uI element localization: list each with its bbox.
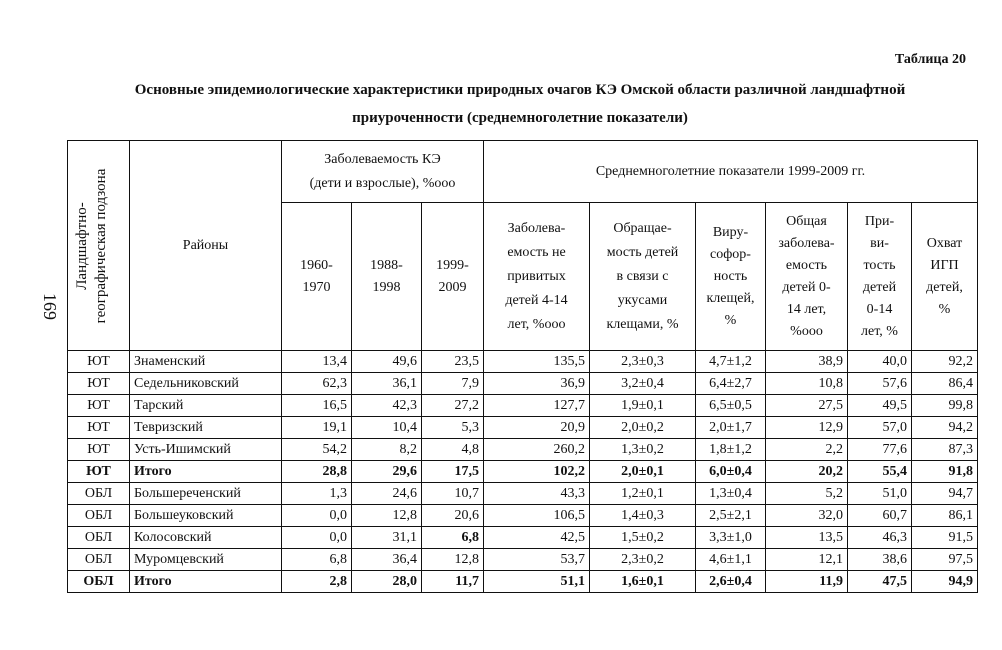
cell-bites: 1,9±0,1 bbox=[590, 395, 696, 417]
cell-district: Колосовский bbox=[130, 527, 282, 549]
cell-p3: 27,2 bbox=[422, 395, 484, 417]
cell-district: Большеуковский bbox=[130, 505, 282, 527]
cell-zone: ЮТ bbox=[68, 417, 130, 439]
cell-general: 20,2 bbox=[766, 461, 848, 483]
cell-bites: 2,3±0,2 bbox=[590, 549, 696, 571]
title-line-2: приуроченности (среднемноголетние показатели) bbox=[352, 110, 688, 126]
table-row bbox=[68, 483, 978, 505]
cell-general: 12,1 bbox=[766, 549, 848, 571]
cell-district: Муромцевский bbox=[130, 549, 282, 571]
cell-district: Тевризский bbox=[130, 417, 282, 439]
cell-bites: 1,2±0,1 bbox=[590, 483, 696, 505]
header-incidence-group: Заболеваемость КЭ (дети и взрослые), %ооо bbox=[282, 141, 484, 203]
table-row bbox=[68, 351, 978, 373]
table-row bbox=[68, 395, 978, 417]
cell-bites: 2,0±0,2 bbox=[590, 417, 696, 439]
cell-vaccinated: 51,0 bbox=[848, 483, 912, 505]
cell-district: Седельниковский bbox=[130, 373, 282, 395]
cell-zone: ЮТ bbox=[68, 373, 130, 395]
cell-p2: 12,8 bbox=[352, 505, 422, 527]
cell-p2: 10,4 bbox=[352, 417, 422, 439]
header-zone: Ландшафтно- географическая подзона bbox=[68, 141, 130, 351]
cell-p3: 5,3 bbox=[422, 417, 484, 439]
cell-p1: 0,0 bbox=[282, 527, 352, 549]
cell-zone: ОБЛ bbox=[68, 527, 130, 549]
cell-vaccinated: 49,5 bbox=[848, 395, 912, 417]
cell-p1: 28,8 bbox=[282, 461, 352, 483]
cell-zone: ОБЛ bbox=[68, 505, 130, 527]
cell-virus: 3,3±1,0 bbox=[696, 527, 766, 549]
table-row bbox=[68, 549, 978, 571]
cell-general: 12,9 bbox=[766, 417, 848, 439]
cell-p2: 28,0 bbox=[352, 571, 422, 593]
cell-district: Знаменский bbox=[130, 351, 282, 373]
cell-unvac: 51,1 bbox=[484, 571, 590, 593]
cell-vaccinated: 57,0 bbox=[848, 417, 912, 439]
cell-virus: 1,3±0,4 bbox=[696, 483, 766, 505]
table-row bbox=[68, 417, 978, 439]
cell-p1: 16,5 bbox=[282, 395, 352, 417]
header-igp-coverage: Охват ИГП детей, % bbox=[912, 203, 978, 351]
table-row bbox=[68, 527, 978, 549]
cell-zone: ЮТ bbox=[68, 461, 130, 483]
cell-bites: 1,6±0,1 bbox=[590, 571, 696, 593]
cell-zone: ОБЛ bbox=[68, 483, 130, 505]
cell-p2: 31,1 bbox=[352, 527, 422, 549]
cell-igp: 87,3 bbox=[912, 439, 978, 461]
cell-virus: 4,6±1,1 bbox=[696, 549, 766, 571]
cell-igp: 94,7 bbox=[912, 483, 978, 505]
data-table bbox=[67, 140, 978, 593]
cell-igp: 92,2 bbox=[912, 351, 978, 373]
cell-p1: 1,3 bbox=[282, 483, 352, 505]
cell-p1: 54,2 bbox=[282, 439, 352, 461]
cell-district: Большереченский bbox=[130, 483, 282, 505]
cell-zone: ОБЛ bbox=[68, 571, 130, 593]
cell-igp: 99,8 bbox=[912, 395, 978, 417]
cell-p3: 17,5 bbox=[422, 461, 484, 483]
cell-unvac: 43,3 bbox=[484, 483, 590, 505]
cell-p2: 8,2 bbox=[352, 439, 422, 461]
cell-zone: ЮТ bbox=[68, 351, 130, 373]
document-title bbox=[40, 76, 1000, 132]
cell-virus: 2,6±0,4 bbox=[696, 571, 766, 593]
cell-p3: 12,8 bbox=[422, 549, 484, 571]
cell-virus: 2,5±2,1 bbox=[696, 505, 766, 527]
cell-p2: 49,6 bbox=[352, 351, 422, 373]
cell-zone: ЮТ bbox=[68, 395, 130, 417]
header-unvaccinated-incidence: Заболева- емость не привитых детей 4-14 лет, %ооо bbox=[484, 203, 590, 351]
cell-general: 38,9 bbox=[766, 351, 848, 373]
header-period-1960-1970: 1960- 1970 bbox=[282, 203, 352, 351]
cell-unvac: 106,5 bbox=[484, 505, 590, 527]
cell-vaccinated: 40,0 bbox=[848, 351, 912, 373]
cell-p2: 42,3 bbox=[352, 395, 422, 417]
cell-general: 13,5 bbox=[766, 527, 848, 549]
cell-unvac: 36,9 bbox=[484, 373, 590, 395]
cell-vaccinated: 77,6 bbox=[848, 439, 912, 461]
cell-district: Итого bbox=[130, 571, 282, 593]
header-virus-carriage: Виру- софор- ность клещей, % bbox=[696, 203, 766, 351]
cell-p3: 23,5 bbox=[422, 351, 484, 373]
header-tick-bites: Обращае- мость детей в связи с укусами клещами, % bbox=[590, 203, 696, 351]
cell-unvac: 260,2 bbox=[484, 439, 590, 461]
cell-p3: 7,9 bbox=[422, 373, 484, 395]
cell-p2: 36,4 bbox=[352, 549, 422, 571]
cell-zone: ЮТ bbox=[68, 439, 130, 461]
page-number: 169 bbox=[40, 293, 60, 320]
cell-virus: 1,8±1,2 bbox=[696, 439, 766, 461]
table-row-total bbox=[68, 571, 978, 593]
cell-district: Тарский bbox=[130, 395, 282, 417]
cell-p2: 36,1 bbox=[352, 373, 422, 395]
cell-vaccinated: 46,3 bbox=[848, 527, 912, 549]
cell-vaccinated: 55,4 bbox=[848, 461, 912, 483]
cell-general: 27,5 bbox=[766, 395, 848, 417]
header-period-1999-2009: 1999- 2009 bbox=[422, 203, 484, 351]
cell-p1: 0,0 bbox=[282, 505, 352, 527]
cell-p1: 19,1 bbox=[282, 417, 352, 439]
cell-igp: 94,2 bbox=[912, 417, 978, 439]
cell-unvac: 127,7 bbox=[484, 395, 590, 417]
cell-general: 2,2 bbox=[766, 439, 848, 461]
cell-unvac: 135,5 bbox=[484, 351, 590, 373]
cell-igp: 97,5 bbox=[912, 549, 978, 571]
cell-igp: 86,4 bbox=[912, 373, 978, 395]
table-row bbox=[68, 373, 978, 395]
cell-igp: 94,9 bbox=[912, 571, 978, 593]
cell-vaccinated: 47,5 bbox=[848, 571, 912, 593]
cell-bites: 2,0±0,1 bbox=[590, 461, 696, 483]
cell-bites: 1,3±0,2 bbox=[590, 439, 696, 461]
table-row bbox=[68, 439, 978, 461]
cell-district: Итого bbox=[130, 461, 282, 483]
cell-igp: 91,5 bbox=[912, 527, 978, 549]
cell-virus: 6,4±2,7 bbox=[696, 373, 766, 395]
cell-general: 11,9 bbox=[766, 571, 848, 593]
cell-p1: 62,3 bbox=[282, 373, 352, 395]
cell-p3: 20,6 bbox=[422, 505, 484, 527]
table-row-total bbox=[68, 461, 978, 483]
cell-general: 32,0 bbox=[766, 505, 848, 527]
cell-vaccinated: 57,6 bbox=[848, 373, 912, 395]
cell-district: Усть-Ишимский bbox=[130, 439, 282, 461]
cell-bites: 3,2±0,4 bbox=[590, 373, 696, 395]
table-caption: Таблица 20 bbox=[894, 52, 966, 67]
cell-p1: 13,4 bbox=[282, 351, 352, 373]
title-line-1: Основные эпидемиологические характеристики природных очагов КЭ Омской области различной ландшафтной bbox=[134, 82, 906, 98]
cell-p3: 10,7 bbox=[422, 483, 484, 505]
cell-p1: 2,8 bbox=[282, 571, 352, 593]
header-vaccinated: При- ви- тость детей 0-14 лет, % bbox=[848, 203, 912, 351]
cell-virus: 4,7±1,2 bbox=[696, 351, 766, 373]
cell-vaccinated: 60,7 bbox=[848, 505, 912, 527]
cell-p3: 11,7 bbox=[422, 571, 484, 593]
table-row bbox=[68, 505, 978, 527]
header-averages-group: Среднемноголетние показатели 1999-2009 гг. bbox=[484, 141, 978, 203]
cell-unvac: 53,7 bbox=[484, 549, 590, 571]
cell-unvac: 42,5 bbox=[484, 527, 590, 549]
cell-general: 5,2 bbox=[766, 483, 848, 505]
header-period-1988-1998: 1988- 1998 bbox=[352, 203, 422, 351]
cell-zone: ОБЛ bbox=[68, 549, 130, 571]
header-general-incidence: Общая заболева- емость детей 0- 14 лет, %ооо bbox=[766, 203, 848, 351]
cell-p1: 6,8 bbox=[282, 549, 352, 571]
cell-igp: 91,8 bbox=[912, 461, 978, 483]
header-districts: Районы bbox=[130, 141, 282, 351]
cell-vaccinated: 38,6 bbox=[848, 549, 912, 571]
cell-unvac: 20,9 bbox=[484, 417, 590, 439]
cell-virus: 6,5±0,5 bbox=[696, 395, 766, 417]
cell-p3: 6,8 bbox=[422, 527, 484, 549]
cell-igp: 86,1 bbox=[912, 505, 978, 527]
cell-bites: 1,4±0,3 bbox=[590, 505, 696, 527]
cell-virus: 2,0±1,7 bbox=[696, 417, 766, 439]
cell-p2: 29,6 bbox=[352, 461, 422, 483]
cell-p2: 24,6 bbox=[352, 483, 422, 505]
cell-virus: 6,0±0,4 bbox=[696, 461, 766, 483]
cell-unvac: 102,2 bbox=[484, 461, 590, 483]
cell-general: 10,8 bbox=[766, 373, 848, 395]
cell-p3: 4,8 bbox=[422, 439, 484, 461]
cell-bites: 1,5±0,2 bbox=[590, 527, 696, 549]
cell-bites: 2,3±0,3 bbox=[590, 351, 696, 373]
